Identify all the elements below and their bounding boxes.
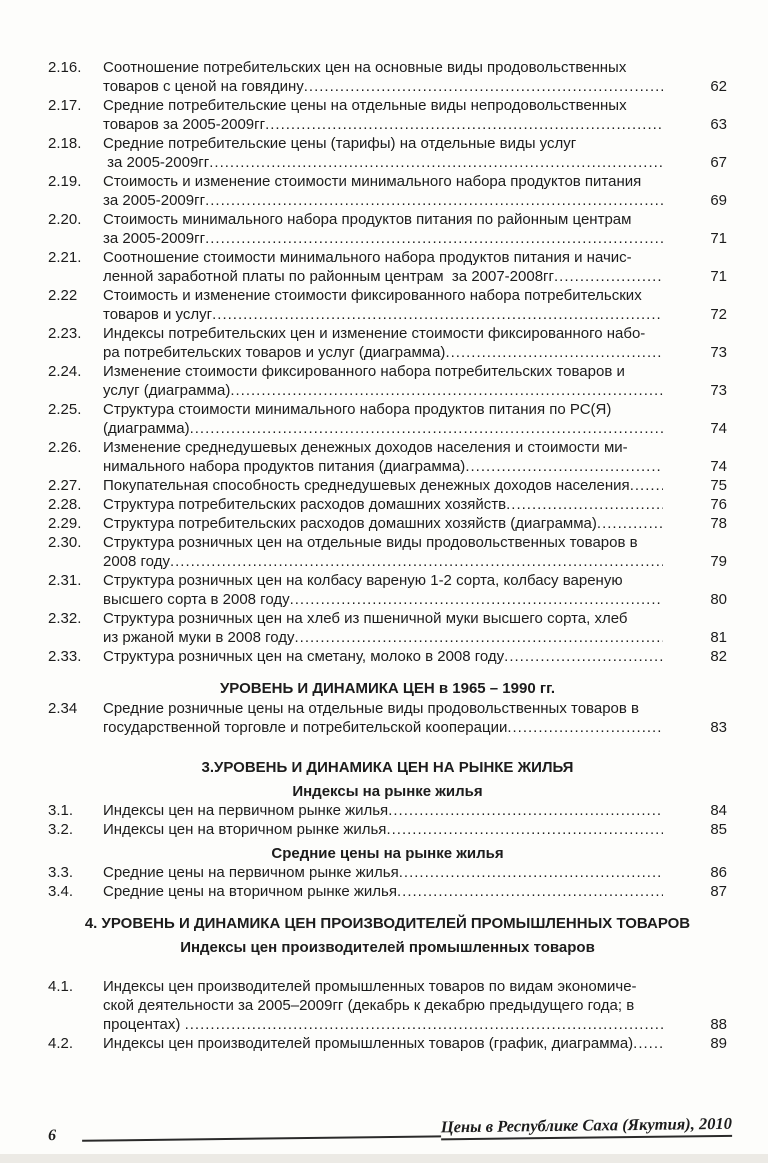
toc-entry-text: [103, 495, 663, 514]
toc-entry-number: 3.3.: [48, 864, 74, 881]
toc-entry-text: [103, 96, 663, 134]
toc-entry-page: 88: [710, 1016, 727, 1033]
toc-entry-page: 87: [710, 883, 727, 900]
toc-entry-line: [103, 77, 663, 96]
footer-rule: [82, 1134, 441, 1141]
toc-entry-text: [103, 58, 663, 96]
toc-entry: [48, 533, 727, 571]
toc-entry-line: Структура розничных цен на хлеб из пшеничной муки высшего сорта, хлеб: [103, 610, 628, 627]
section-subheading: Индексы на рынке жилья: [292, 783, 483, 800]
toc-entry-text: [103, 172, 663, 210]
toc-entry-number: 2.22: [48, 287, 78, 304]
toc-entry-text: [103, 571, 663, 609]
toc-entry-line: Стоимость минимального набора продуктов питания по районным центрам: [103, 211, 632, 228]
dot-leader: [290, 590, 663, 609]
toc-entry-page: 74: [710, 420, 727, 437]
dot-leader: [170, 552, 663, 571]
toc-entry: [48, 324, 727, 362]
toc-entry-text: [103, 801, 663, 820]
toc-entry-line-text: ленной заработной платы по районным центрам за 2007-2008гг: [103, 268, 554, 285]
toc-entry-line: Изменение стоимости фиксированного набора потребительских товаров и: [103, 363, 625, 380]
toc-entry-page: 62: [710, 78, 727, 95]
toc-entry-number: 3.2.: [48, 821, 74, 838]
toc-entry-page: 76: [710, 496, 727, 513]
toc-entry-line: [103, 647, 663, 666]
toc-entry-line: [103, 267, 663, 286]
toc-entry-line-text: (диаграмма): [103, 420, 190, 437]
toc-entry-page: 82: [710, 648, 727, 665]
toc-entry-line: Изменение среднедушевых денежных доходов населения и стоимости ми-: [103, 439, 628, 456]
toc-entry-number: 2.34: [48, 700, 78, 717]
toc-entry-line-text: за 2005-2009гг: [103, 192, 206, 209]
toc-entry-line: Соотношение стоимости минимального набора продуктов питания и начис-: [103, 249, 632, 266]
toc-entry-number: 2.24.: [48, 363, 82, 380]
toc-entry-number: 2.33.: [48, 648, 82, 665]
toc-entry-line-text: из ржаной муки в 2008 году: [103, 629, 295, 646]
dot-leader: [209, 153, 663, 172]
toc-entry-line: [103, 457, 663, 476]
toc-entry-line-text: государственной торговле и потребительской кооперации: [103, 719, 508, 736]
toc-entry-number: 3.1.: [48, 802, 74, 819]
section-heading: УРОВЕНЬ И ДИНАМИКА ЦЕН в 1965 – 1990 гг.: [219, 680, 556, 697]
toc-entry-number: 2.17.: [48, 97, 82, 114]
dot-leader: [597, 514, 663, 533]
section-subheading: Средние цены на рынке жилья: [271, 845, 504, 862]
toc-entry-line: [103, 628, 663, 647]
toc-entry-line-text: Покупательная способность среднедушевых денежных доходов населения: [103, 477, 630, 494]
dot-leader: [506, 495, 663, 514]
toc-entry: [48, 863, 727, 882]
toc-entry-line-text: Структура потребительских расходов домашних хозяйств: [103, 496, 507, 513]
toc-entry-text: [103, 514, 663, 533]
toc-entry-line-text: 2008 году: [103, 553, 170, 570]
dot-leader: [630, 476, 663, 495]
toc-entry-number: 3.4.: [48, 883, 74, 900]
toc-entry-line: Стоимость и изменение стоимости минимального набора продуктов питания: [103, 173, 642, 190]
dot-leader: [185, 1015, 663, 1034]
toc-entry-page: 67: [710, 154, 727, 171]
toc-entry-page: 83: [710, 719, 727, 736]
toc-entry-text: [103, 882, 663, 901]
toc-entry-line-text: Индексы цен на вторичном рынке жилья: [103, 821, 387, 838]
toc-entry: [48, 400, 727, 438]
toc-entry-line: [103, 476, 663, 495]
toc-entry-line: [103, 343, 663, 362]
toc-entry: [48, 1034, 727, 1053]
toc-entry-text: [103, 609, 663, 647]
toc-entry-line: [103, 552, 663, 571]
toc-entry-page: 79: [710, 553, 727, 570]
toc-entry-line: [103, 590, 663, 609]
toc-entry-line-text: нимального набора продуктов питания (диаграмма): [103, 458, 466, 475]
toc-entry: [48, 134, 727, 172]
toc-entry: [48, 977, 727, 1034]
toc-entry-line: ской деятельности за 2005–2009гг (декабрь к декабрю предыдущего года; в: [103, 997, 635, 1014]
toc-entry-line: [103, 718, 663, 737]
toc-entry: [48, 438, 727, 476]
toc-entry-line: [103, 115, 663, 134]
folio-page-number: 6: [47, 1127, 57, 1145]
toc-entry-line: [103, 863, 663, 882]
toc-entry-page: 85: [710, 821, 727, 838]
toc-entry-line: [103, 801, 663, 820]
toc-entry-text: [103, 863, 663, 882]
toc-entry-line: [103, 191, 663, 210]
spacer: [48, 737, 727, 745]
dot-leader: [212, 305, 663, 324]
toc-entry-number: 2.27.: [48, 477, 82, 494]
dot-leader: [465, 457, 663, 476]
toc-entry-line-text: товаров с ценой на говядину: [103, 78, 304, 95]
toc-entry-page: 86: [710, 864, 727, 881]
toc-entry-line-text: за 2005-2009гг: [103, 154, 210, 171]
toc-entry-number: 2.26.: [48, 439, 82, 456]
toc-entry-text: [103, 400, 663, 438]
toc-entry-page: 89: [710, 1035, 727, 1052]
dot-leader: [397, 882, 663, 901]
toc-entry-number: 2.28.: [48, 496, 82, 513]
toc-entry-number: 2.19.: [48, 173, 82, 190]
toc-entry: [48, 647, 727, 666]
toc-entry-line: [103, 514, 663, 533]
dot-leader: [507, 718, 663, 737]
toc-entry-line: Структура розничных цен на колбасу вареную 1-2 сорта, колбасу вареную: [103, 572, 623, 589]
dot-leader: [445, 343, 663, 362]
toc-entry: [48, 571, 727, 609]
toc-entry: [48, 248, 727, 286]
toc-entry: [48, 882, 727, 901]
toc-entry-number: 2.30.: [48, 534, 82, 551]
toc-entry-page: 81: [710, 629, 727, 646]
toc-entry: [48, 699, 727, 737]
dot-leader: [633, 1034, 663, 1053]
toc-entry-number: 2.31.: [48, 572, 82, 589]
toc-entry-text: [103, 699, 663, 737]
toc-entry: [48, 286, 727, 324]
toc-entry-line: [103, 1034, 663, 1053]
dot-leader: [504, 647, 663, 666]
toc-entry-number: 2.16.: [48, 59, 82, 76]
toc-entry-text: [103, 476, 663, 495]
toc-entry-line-text: высшего сорта в 2008 году: [103, 591, 290, 608]
toc-entry: [48, 58, 727, 96]
dot-leader: [388, 801, 663, 820]
toc-entry-line: Индексы потребительских цен и изменение стоимости фиксированного набо-: [103, 325, 646, 342]
toc-entry: [48, 172, 727, 210]
dot-leader: [230, 381, 663, 400]
toc-entry: [48, 609, 727, 647]
toc-entry-number: 2.32.: [48, 610, 82, 627]
toc-entry-line-text: товаров и услуг: [103, 306, 213, 323]
dot-leader: [190, 419, 663, 438]
toc-entry-line-text: товаров за 2005-2009гг: [103, 116, 266, 133]
toc-entry-number: 4.2.: [48, 1035, 74, 1052]
toc-entry-line-text: Индексы цен на первичном рынке жилья: [103, 802, 389, 819]
toc-entry-page: 69: [710, 192, 727, 209]
toc-entry-line: Средние потребительские цены на отдельные виды непродовольственных: [103, 97, 627, 114]
dot-leader: [399, 863, 663, 882]
toc-entry: [48, 96, 727, 134]
toc-entry-page: 73: [710, 382, 727, 399]
toc-entry-text: [103, 324, 663, 362]
toc-entry-text: [103, 820, 663, 839]
toc-entry-number: 2.21.: [48, 249, 82, 266]
toc-entry: [48, 495, 727, 514]
toc-entry-text: [103, 362, 663, 400]
toc-entry-line-text: ра потребительских товаров и услуг (диаграмма): [103, 344, 446, 361]
toc-entry-line: [103, 1015, 663, 1034]
toc-entry-line-text: Средние цены на вторичном рынке жилья: [103, 883, 397, 900]
section-subheading: Индексы цен производителей промышленных товаров: [180, 939, 595, 956]
toc-entry: [48, 362, 727, 400]
toc-entry-line: [103, 153, 663, 172]
dot-leader: [554, 267, 663, 286]
toc-entry-text: [103, 248, 663, 286]
toc-entry-text: [103, 977, 663, 1034]
toc-entry-page: 75: [710, 477, 727, 494]
dot-leader: [205, 191, 663, 210]
toc-entry-page: 78: [710, 515, 727, 532]
dot-leader: [205, 229, 663, 248]
toc-entry: [48, 210, 727, 248]
toc-entry-line: Стоимость и изменение стоимости фиксированного набора потребительских: [103, 287, 642, 304]
toc-entry-line: [103, 229, 663, 248]
toc-entry-line-text: процентах): [103, 1016, 185, 1033]
toc-entry: [48, 514, 727, 533]
toc-entry-line: Структура розничных цен на отдельные виды продовольственных товаров в: [103, 534, 638, 551]
toc-entry-page: 74: [710, 458, 727, 475]
toc-entry-page: 71: [710, 230, 727, 247]
dot-leader: [265, 115, 663, 134]
section-heading: 4. УРОВЕНЬ И ДИНАМИКА ЦЕН ПРОИЗВОДИТЕЛЕЙ ПРОМЫШЛЕННЫХ ТОВАРОВ: [84, 915, 691, 932]
toc-entry-text: [103, 1034, 663, 1053]
edition-title: Цены в Республике Саха (Якутия), 2010: [441, 1114, 732, 1141]
table-of-contents: [48, 58, 727, 1053]
toc-entry-text: [103, 438, 663, 476]
toc-entry-line-text: за 2005-2009гг: [103, 230, 206, 247]
toc-entry-line-text: Структура потребительских расходов домашних хозяйств (диаграмма): [103, 515, 597, 532]
toc-entry-text: [103, 533, 663, 571]
dot-leader: [294, 628, 663, 647]
toc-entry-line: Соотношение потребительских цен на основные виды продовольственных: [103, 59, 627, 76]
toc-entry-line: [103, 419, 663, 438]
toc-entry-text: [103, 134, 663, 172]
toc-entry-page: 63: [710, 116, 727, 133]
toc-entry-line: [103, 305, 663, 324]
toc-entry-line: [103, 820, 663, 839]
toc-entry-line: Средние потребительские цены (тарифы) на отдельные виды услуг: [103, 135, 577, 152]
toc-entry-page: 84: [710, 802, 727, 819]
toc-entry: [48, 801, 727, 820]
toc-entry-number: 2.25.: [48, 401, 82, 418]
page-footer: [48, 1114, 732, 1145]
toc-entry: [48, 476, 727, 495]
toc-entry-number: 2.20.: [48, 211, 82, 228]
spacer: [48, 957, 727, 977]
section-heading: 3.УРОВЕНЬ И ДИНАМИКА ЦЕН НА РЫНКЕ ЖИЛЬЯ: [201, 759, 574, 776]
toc-entry-number: 2.23.: [48, 325, 82, 342]
toc-entry-line: [103, 381, 663, 400]
toc-entry-line-text: услуг (диаграмма): [103, 382, 231, 399]
dot-leader: [386, 820, 663, 839]
toc-entry-line: [103, 882, 663, 901]
toc-entry-text: [103, 647, 663, 666]
toc-entry-line: Структура стоимости минимального набора продуктов питания по РС(Я): [103, 401, 612, 418]
toc-entry-page: 71: [710, 268, 727, 285]
toc-entry-number: 2.29.: [48, 515, 82, 532]
toc-entry-line: Индексы цен производителей промышленных товаров по видам экономиче-: [103, 978, 637, 995]
toc-entry-line: Средние розничные цены на отдельные виды продовольственных товаров в: [103, 700, 639, 717]
toc-entry-line-text: Структура розничных цен на сметану, молоко в 2008 году: [103, 648, 505, 665]
toc-entry-text: [103, 210, 663, 248]
toc-entry-page: 72: [710, 306, 727, 323]
toc-entry-page: 73: [710, 344, 727, 361]
toc-entry: [48, 820, 727, 839]
toc-entry-text: [103, 286, 663, 324]
toc-entry-page: 80: [710, 591, 727, 608]
toc-entry-number: 4.1.: [48, 978, 74, 995]
toc-entry-line-text: Средние цены на первичном рынке жилья: [103, 864, 399, 881]
toc-entry-number: 2.18.: [48, 135, 82, 152]
dot-leader: [304, 77, 663, 96]
toc-entry-line: [103, 495, 663, 514]
toc-entry-line-text: Индексы цен производителей промышленных товаров (график, диаграмма): [103, 1035, 634, 1052]
